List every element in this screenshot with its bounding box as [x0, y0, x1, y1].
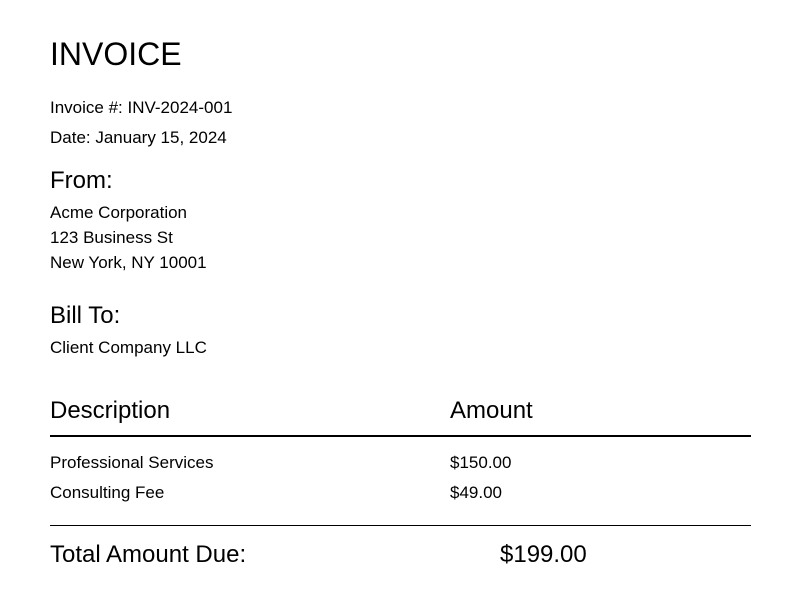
bill-to-client: Client Company LLC: [50, 338, 207, 357]
from-city: New York, NY 10001: [50, 253, 207, 272]
page-title: INVOICE: [50, 36, 182, 72]
invoice-date: Date: January 15, 2024: [50, 128, 227, 147]
from-heading: From:: [50, 167, 113, 194]
table-row-description: Professional Services: [50, 453, 214, 472]
total-value: $199.00: [500, 541, 587, 568]
table-row-amount: $49.00: [450, 483, 502, 502]
column-header-description: Description: [50, 397, 171, 424]
from-company: Acme Corporation: [50, 203, 188, 222]
total-label: Total Amount Due:: [50, 541, 247, 568]
bill-to-heading: Bill To:: [50, 302, 121, 329]
invoice-number: Invoice #: INV-2024-001: [50, 98, 233, 117]
table-row-amount: $150.00: [450, 453, 512, 472]
from-street: 123 Business St: [50, 228, 173, 247]
total-divider: [50, 525, 751, 526]
table-row-description: Consulting Fee: [50, 483, 165, 502]
column-header-amount: Amount: [450, 397, 533, 424]
header-divider: [50, 435, 751, 437]
